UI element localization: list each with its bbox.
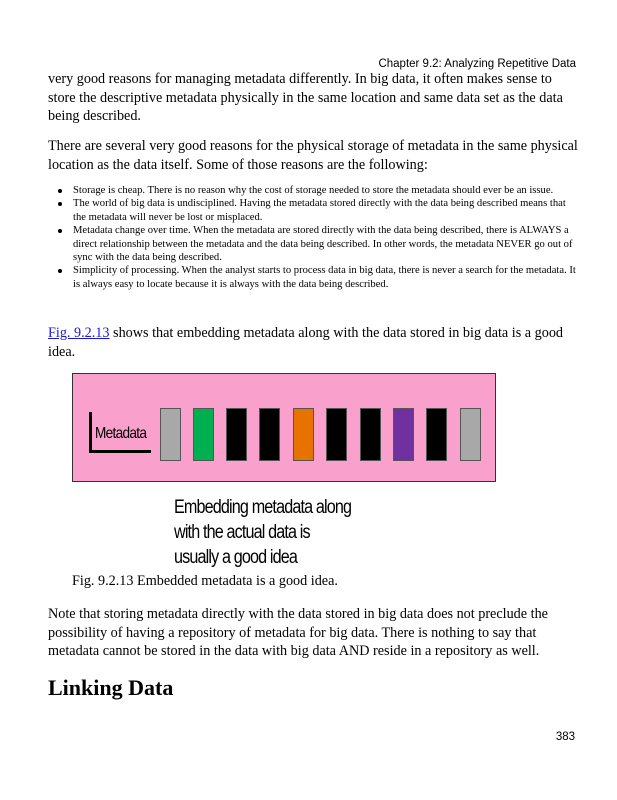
figure-link[interactable]: Fig. 9.2.13 — [48, 325, 110, 341]
figure-annotation-line: with the actual data is — [174, 522, 310, 543]
intro-paragraph: very good reasons for managing metadata differently. In big data, it often makes sense to store the descriptive metadata physically in the same location and same data set as the data being described. — [48, 71, 563, 124]
reasons-list — [54, 184, 576, 291]
data-block — [193, 408, 214, 461]
figure-annotation-line: usually a good idea — [174, 547, 298, 568]
page-number: 383 — [555, 731, 575, 743]
reason-item: Storage is cheap. There is no reason why the cost of storage needed to store the metadata should ever be an issue. — [54, 184, 576, 197]
note-paragraph: Note that storing metadata directly with the data stored in big data does not preclude the possibility of having a repository of metadata for big data. There is nothing to say that metadata cannot be stored in the data with big data AND reside in a repository as well. — [48, 606, 548, 659]
data-block — [259, 408, 280, 461]
reason-item: The world of big data is undisciplined. Having the metadata stored directly with the data being described means that the metadata will never be lost or misplaced. — [54, 197, 576, 224]
figure-reference-text: shows that embedding metadata along with the data stored in big data is a good idea. — [48, 325, 564, 360]
data-block — [160, 408, 181, 461]
data-block — [393, 408, 414, 461]
figure-caption: Fig. 9.2.13 Embedded metadata is a good idea. — [72, 573, 338, 589]
figure-reference-paragraph — [48, 324, 578, 361]
embedded-metadata-figure — [72, 373, 496, 482]
running-head: Chapter 9.2: Analyzing Repetitive Data — [378, 58, 576, 70]
data-block — [326, 408, 347, 461]
figure-annotation — [174, 495, 351, 570]
reasons-paragraph: There are several very good reasons for the physical storage of metadata in the same physical location as the data itself. Some of those reasons are the following: — [48, 138, 578, 173]
reason-item: Simplicity of processing. When the analyst starts to process data in big data, there is never a search for the metadata. It is always easy to locate because it is always with the data being described. — [54, 264, 576, 291]
data-block — [360, 408, 381, 461]
data-block — [426, 408, 447, 461]
data-block — [226, 408, 247, 461]
reason-item: Metadata change over time. When the metadata are stored directly with the data being described, there is ALWAYS a direct relationship between the metadata and the data being described. In other words, the metadata NEVER go out of sync with the data being described. — [54, 224, 576, 264]
data-block — [293, 408, 314, 461]
metadata-label: Metadata — [95, 425, 147, 442]
figure-annotation-line: Embedding metadata along — [174, 497, 352, 518]
data-block — [460, 408, 481, 461]
section-heading: Linking Data — [48, 675, 174, 700]
